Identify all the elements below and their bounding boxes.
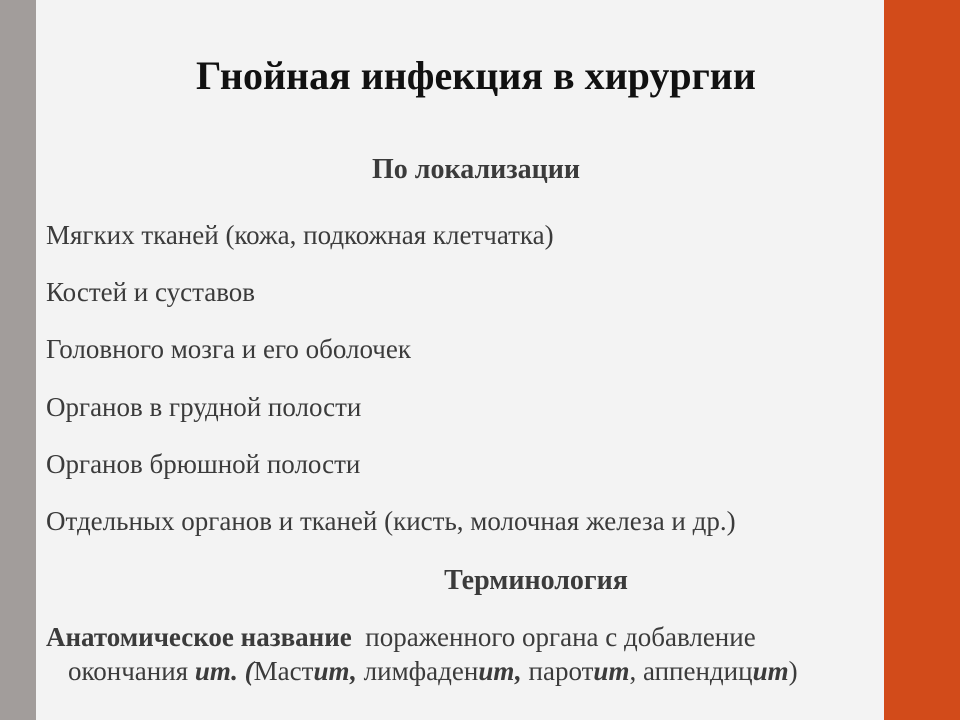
- left-accent-bar: [0, 0, 36, 720]
- line2-prefix: окончания: [68, 656, 195, 686]
- slide-content: [36, 0, 884, 720]
- localization-list: [46, 215, 736, 558]
- example-4-suffix: ит: [752, 656, 789, 686]
- list-item: Костей и суставов: [46, 277, 256, 308]
- term-line-2: [46, 654, 926, 688]
- list-item: Органов брюшной полости: [46, 448, 361, 479]
- list-item: Органов в грудной полости: [46, 391, 362, 422]
- example-4-root: , аппендиц: [629, 656, 753, 686]
- section-heading-localization: По локализации: [372, 154, 580, 185]
- list-item: Отдельных органов и тканей (кисть, молочная железа и др.): [46, 505, 736, 536]
- example-1-suffix: ит,: [313, 656, 357, 686]
- terminology-paragraph: [46, 620, 926, 688]
- example-2-root: лимфаден: [356, 656, 479, 686]
- example-3-root: парот: [521, 656, 594, 686]
- suffix-text: ит. (: [194, 656, 254, 686]
- slide-title: Гнойная инфекция в хирургии: [196, 53, 756, 98]
- section-heading-terminology: Терминология: [444, 565, 628, 596]
- right-accent-bar: [884, 0, 960, 720]
- list-item: Головного мозга и его оболочек: [46, 334, 411, 365]
- example-1-root: Маст: [253, 656, 314, 686]
- term-description: пораженного органа с добавление: [365, 622, 756, 652]
- example-3-suffix: ит: [593, 656, 630, 686]
- example-2-suffix: ит,: [478, 656, 522, 686]
- closing-paren: ): [788, 656, 798, 686]
- term-label: Анатомическое название: [46, 622, 352, 652]
- list-item: Мягких тканей (кожа, подкожная клетчатка): [46, 220, 554, 250]
